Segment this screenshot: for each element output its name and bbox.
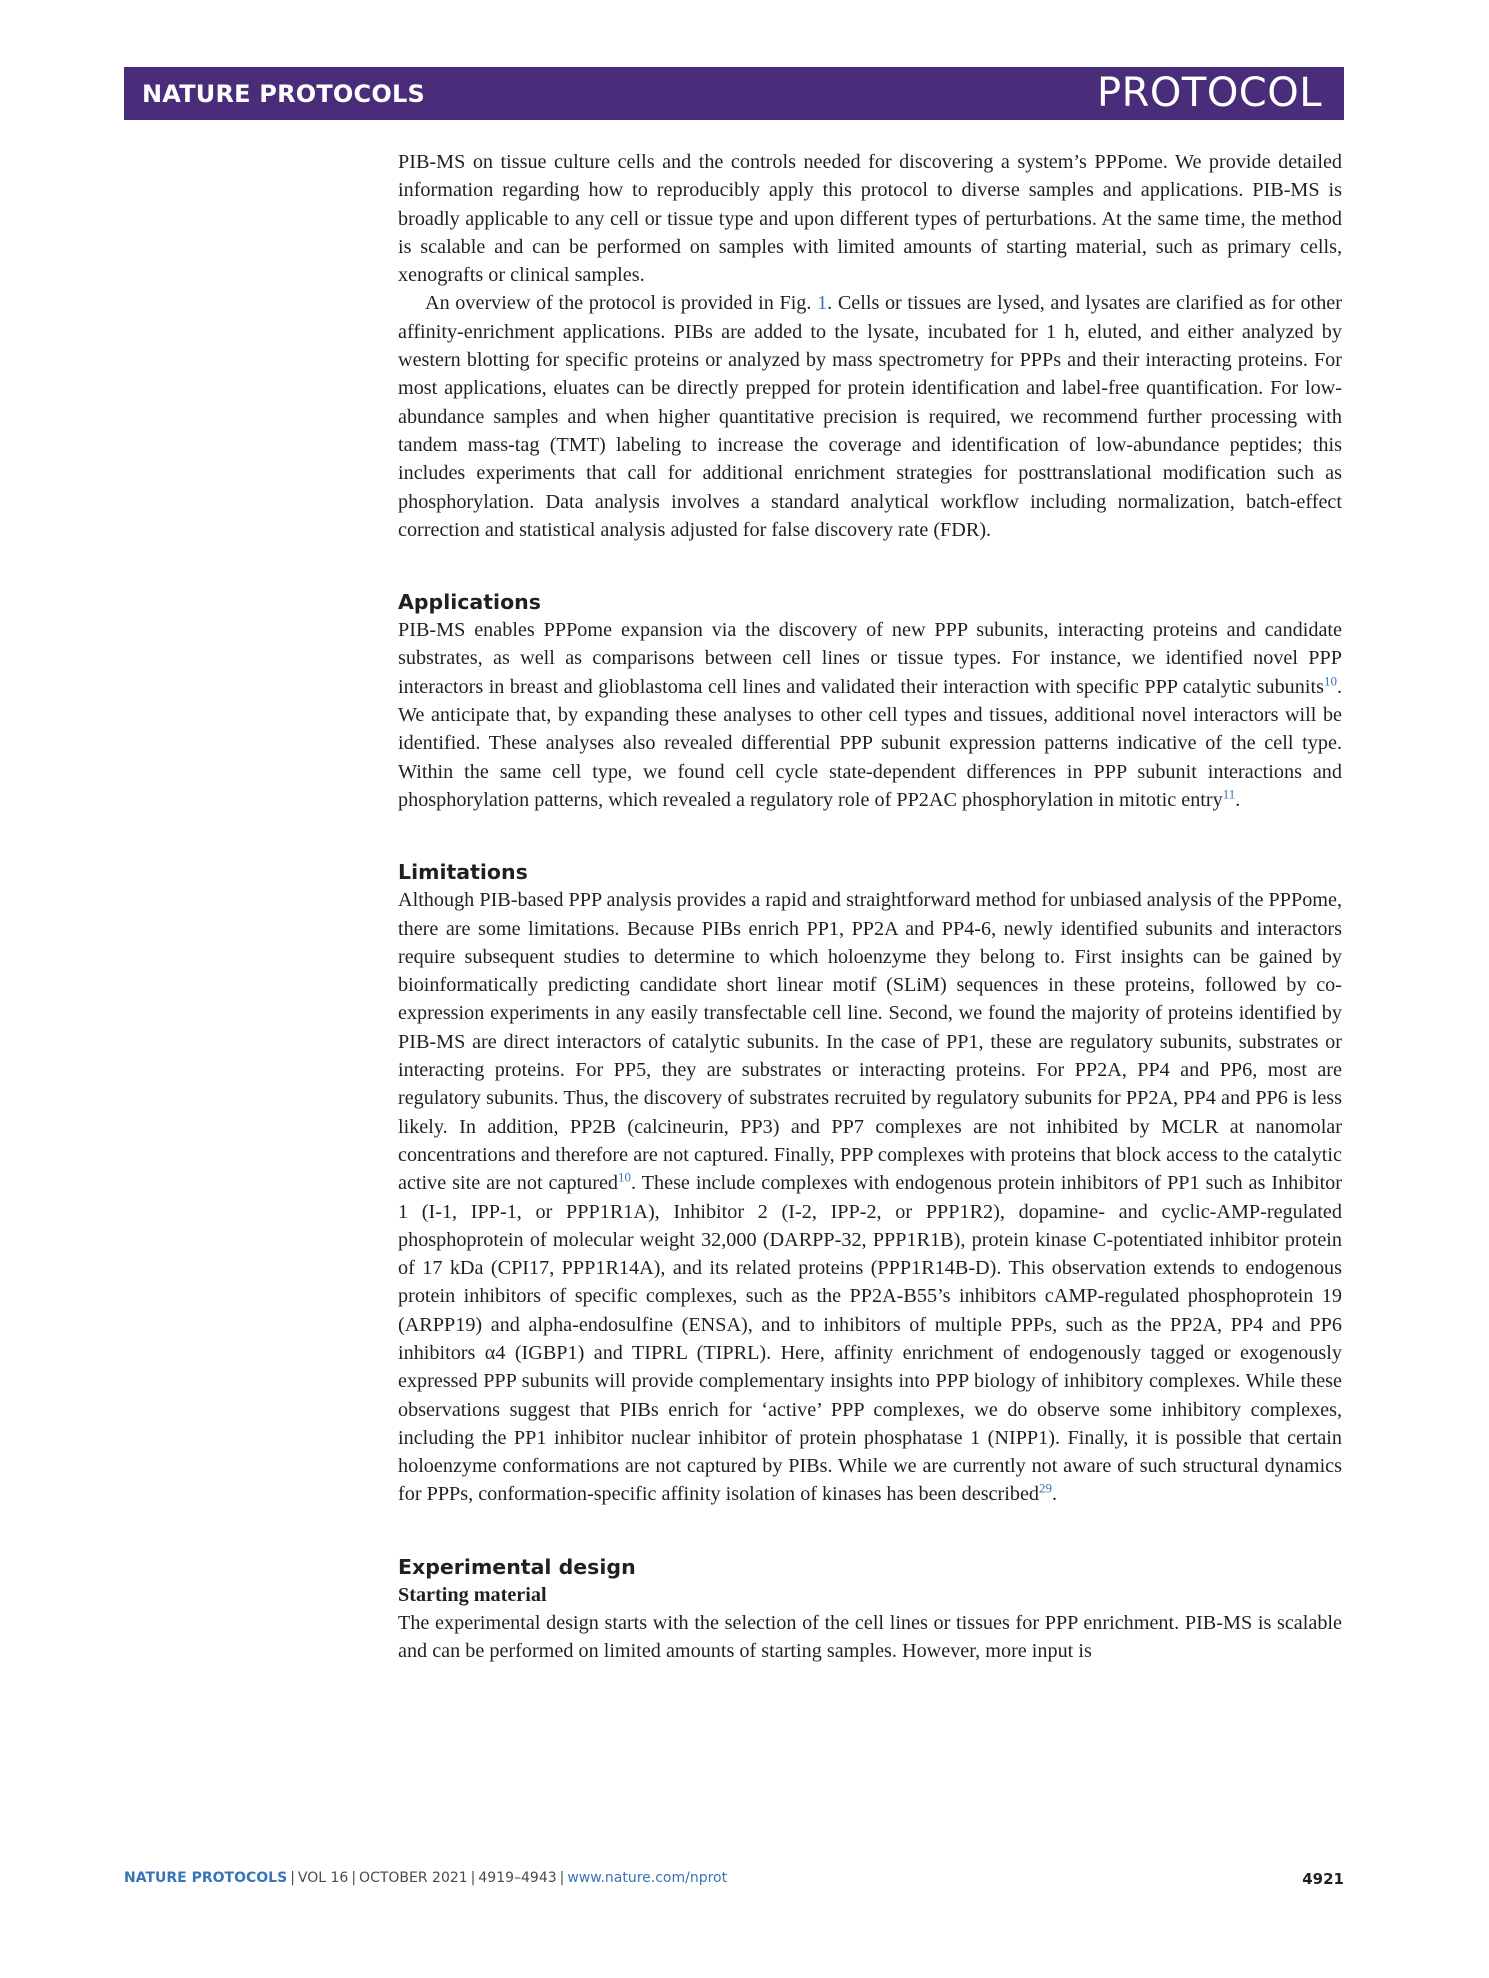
article-type: PROTOCOL xyxy=(1096,70,1322,116)
intro-p2-text-b: . Cells or tissues are lysed, and lysates are clarified as for other affinity-enrichment applications. PIBs are added to the lysate, incubated for 1 h, eluted, and either analyzed by western blotting for specific proteins or analyzed by mass spectrometry for PPPs and their interacting proteins. For most applications, eluates can be directly prepped for protein identification and label-free quantification. For low-abundance samples and when higher quantitative precision is required, we recommend further processing with tandem mass-tag (TMT) labeling to increase the coverage and identification of low-abundance peptides; this includes experiments that call for additional enrichment strategies for posttranslational modification such as phosphorylation. Data analysis involves a standard analytical workflow including normalization, batch-effect correction and statistical analysis adjusted for false discovery rate (FDR). xyxy=(398,292,1342,541)
article-body xyxy=(398,148,1342,1665)
footer-pages: 4919–4943 xyxy=(478,1870,557,1886)
limitations-heading: Limitations xyxy=(398,860,528,885)
reference-link[interactable]: 11 xyxy=(1222,786,1236,802)
footer-separator: | xyxy=(470,1870,476,1886)
footer-separator: | xyxy=(559,1870,565,1886)
footer-date: OCTOBER 2021 xyxy=(359,1870,468,1886)
header-bar xyxy=(124,67,1344,120)
starting-material-paragraph: The experimental design starts with the selection of the cell lines or tissues for PPP enrichment. PIB-MS is scalable and can be performed on limited amounts of starting samples. However, more input is xyxy=(398,1611,1342,1663)
limitations-text-c: . xyxy=(1052,1483,1058,1506)
applications-text-c: . xyxy=(1235,788,1241,811)
limitations-text-a: Although PIB-based PPP analysis provides a rapid and straightforward method for unbiased analysis of the PPPome, there are some limitations. Because PIBs enrich PP1, PP2A and PP4-6, newly identified subunits and interactors require subsequent studies to determine to which holoenzyme they belong to. First insights can be gained by bioinformatically predicting candidate short linear motif (SLiM) sequences in these proteins, followed by co-expression experiments in any easily transfectable cell line. Second, we found the majority of proteins identified by PIB-MS are direct interactors of catalytic subunits. In the case of PP1, these are regulatory subunits, substrates or interacting proteins. For PP5, they are substrates or interacting proteins. For PP2A, PP4 and PP6, most are regulatory subunits. Thus, the discovery of substrates recruited by regulatory subunits for PP2A, PP4 and PP6 is less likely. In addition, PP2B (calcineurin, PP3) and PP7 complexes are not inhibited by MCLR at nanomolar concentrations and therefore are not captured. Finally, PPP complexes with proteins that block access to the catalytic active site are not captured xyxy=(398,889,1342,1195)
applications-text-b: . We anticipate that, by expanding these analyses to other cell types and tissues, additional novel interactors will be identified. These analyses also revealed differential PPP subunit expression patterns indicative of the cell type. Within the same cell type, we found cell cycle state-dependent differences in PPP subunit interactions and phosphorylation patterns, which revealed a regulatory role of PP2AC phosphorylation in mitotic entry xyxy=(398,675,1342,811)
intro-paragraph-1: PIB-MS on tissue culture cells and the controls needed for discovering a system’s PPPome. We provide detailed information regarding how to reproducibly apply this protocol to diverse samples and applications. PIB-MS is broadly applicable to any cell or tissue type and upon different types of perturbations. At the same time, the method is scalable and can be performed on samples with limited amounts of starting material, such as primary cells, xenografts or clinical samples. xyxy=(398,151,1342,287)
footer-citation xyxy=(124,1870,727,1886)
applications-heading: Applications xyxy=(398,590,541,615)
journal-name: NATURE PROTOCOLS xyxy=(142,80,425,108)
page-footer xyxy=(124,1870,1344,1894)
footer-url-link[interactable]: www.nature.com/nprot xyxy=(567,1870,728,1886)
starting-material-subheading: Starting material xyxy=(398,1583,547,1606)
intro-p2-text-a: An overview of the protocol is provided in Fig. xyxy=(425,292,818,315)
footer-journal: NATURE PROTOCOLS xyxy=(124,1870,288,1886)
limitations-paragraph xyxy=(398,886,1342,1509)
applications-paragraph xyxy=(398,616,1342,814)
footer-separator: | xyxy=(290,1870,295,1886)
limitations-text-b: . These include complexes with endogenous protein inhibitors of PP1 such as Inhibitor 1 (I-1, IPP-1, or PPP1R1A), Inhibitor 2 (I-2, IPP-2, or PPP1R2), dopamine- and cyclic-AMP-regulated phosphoprotein of molecular weight 32,000 (DARPP-32, PPP1R1B), protein kinase C-potentiated inhibitor protein of 17 kDa (CPI17, PPP1R14A), and its related proteins (PPP1R14B-D). This observation extends to endogenous protein inhibitors of specific complexes, such as the PP2A-B55’s inhibitors cAMP-regulated phosphoprotein 19 (ARPP19) and alpha-endosulfine (ENSA), and to inhibitors of multiple PPPs, such as the PP2A, PP4 and PP6 inhibitors α4 (IGBP1) and TIPRL (TIPRL). Here, affinity enrichment of endogenously tagged or exogenously expressed PPP subunits will provide complementary insights into PPP biology of inhibitory complexes. While these observations suggest that PIBs enrich for ‘active’ PPP complexes, we do observe some inhibitory complexes, including the PP1 inhibitor nuclear inhibitor of protein phosphatase 1 (NIPP1). Finally, it is possible that certain holoenzyme conformations are not captured by PIBs. While we are currently not aware of such structural dynamics for PPPs, conformation-specific affinity isolation of kinases has been described xyxy=(398,1172,1342,1506)
page-number: 4921 xyxy=(1302,1870,1344,1888)
experimental-design-heading: Experimental design xyxy=(398,1554,636,1579)
intro-paragraph-2 xyxy=(398,289,1342,544)
footer-separator: | xyxy=(351,1870,357,1886)
reference-link[interactable]: 10 xyxy=(1323,673,1337,689)
figure-1-link[interactable]: 1 xyxy=(817,292,828,315)
reference-link[interactable]: 10 xyxy=(618,1169,632,1185)
footer-volume: VOL 16 xyxy=(297,1870,349,1886)
reference-link[interactable]: 29 xyxy=(1039,1480,1052,1496)
applications-text-a: PIB-MS enables PPPome expansion via the discovery of new PPP subunits, interacting proteins and candidate substrates, as well as comparisons between cell lines or tissue types. For instance, we identified novel PPP interactors in breast and glioblastoma cell lines and validated their interaction with specific PPP catalytic subunits xyxy=(398,619,1342,698)
